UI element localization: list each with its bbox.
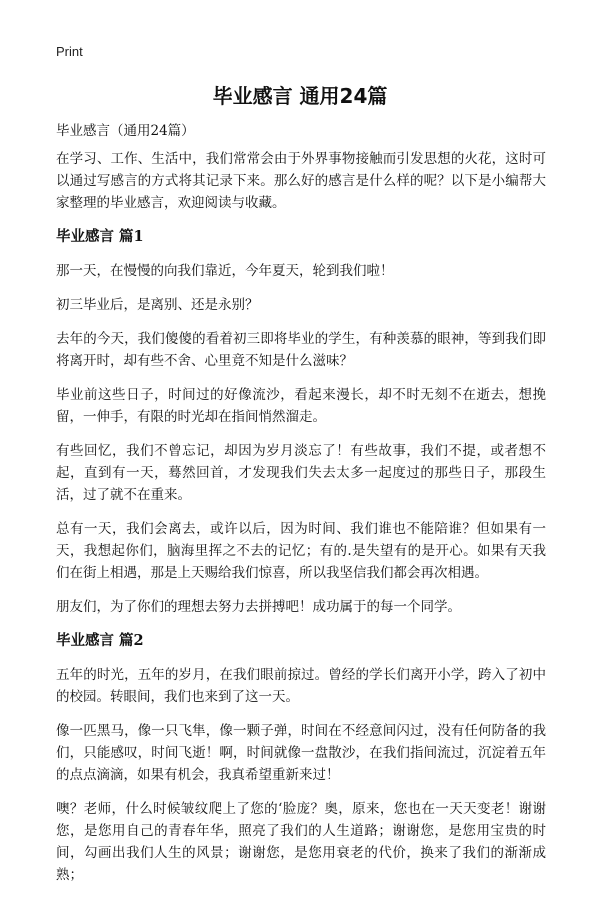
paragraph: 像一匹黑马，像一只飞隼，像一颗子弹，时间在不经意间闪过，没有任何防备的我们，只能感叹，时间飞逝！啊，时间就像一盘散沙，在我们指间流过，沉淀着五年的点点滴滴，如果有机会，我真希望重新来过！ bbox=[56, 723, 546, 783]
paragraph: 初三毕业后，是离别、还是永别？ bbox=[56, 297, 259, 313]
document-body bbox=[56, 148, 546, 898]
page-title: 毕业感言 通用24篇 bbox=[212, 84, 388, 108]
paragraph: 去年的今天，我们傻傻的看着初三即将毕业的学生，有种羡慕的眼神，等到我们即将离开时，却有些不舍、心里竟不知是什么滋味？ bbox=[56, 331, 546, 369]
paragraph: 毕业前这些日子，时间过的好像流沙，看起来漫长，却不时无刻不在逝去，想挽留，一伸手，有限的时光却在指间悄然溜走。 bbox=[56, 387, 546, 425]
print-label: Print bbox=[56, 44, 83, 59]
paragraph: 那一天，在慢慢的向我们靠近，今年夏天，轮到我们啦！ bbox=[56, 263, 394, 279]
paragraph: 朋友们，为了你们的理想去努力去拼搏吧！成功属于的每一个同学。 bbox=[56, 599, 461, 615]
paragraph: 五年的时光，五年的岁月，在我们眼前掠过。曾经的学长们离开小学，跨入了初中的校园。转眼间，我们也来到了这一天。 bbox=[56, 667, 546, 705]
intro-paragraph: 在学习、工作、生活中，我们常常会由于外界事物接触而引发思想的火花，这时可以通过写感言的方式将其记录下来。那么好的感言是什么样的呢？以下是小编帮大家整理的毕业感言，欢迎阅读与收藏。 bbox=[56, 151, 546, 211]
document-subtitle: 毕业感言（通用24篇） bbox=[56, 123, 195, 139]
paragraph: 噢？老师，什么时候皱纹爬上了您的‘脸庞？奥，原来，您也在一天天变老！谢谢您，是您用自己的青春年华，照亮了我们的人生道路；谢谢您，是您用宝贵的时间，勾画出我们人生的风景；谢谢您，是您用衰老的代价，换来了我们的渐渐成熟； bbox=[56, 801, 546, 883]
paragraph: 总有一天，我们会离去，或许以后，因为时间、我们谁也不能陪谁？但如果有一天，我想起你们，脑海里挥之不去的记忆；有的.是失望有的是开心。如果有天我们在街上相遇，那是上天赐给我们惊喜，所以我坚信我们都会再次相遇。 bbox=[56, 521, 546, 581]
section-heading-2: 毕业感言 篇2 bbox=[56, 632, 144, 649]
section-heading-1: 毕业感言 篇1 bbox=[56, 228, 144, 245]
paragraph: 有些回忆，我们不曾忘记，却因为岁月淡忘了！有些故事，我们不提，或者想不起，直到有一天，蓦然回首，才发现我们失去太多一起度过的那些日子，那段生活，过了就不在重来。 bbox=[56, 443, 546, 503]
